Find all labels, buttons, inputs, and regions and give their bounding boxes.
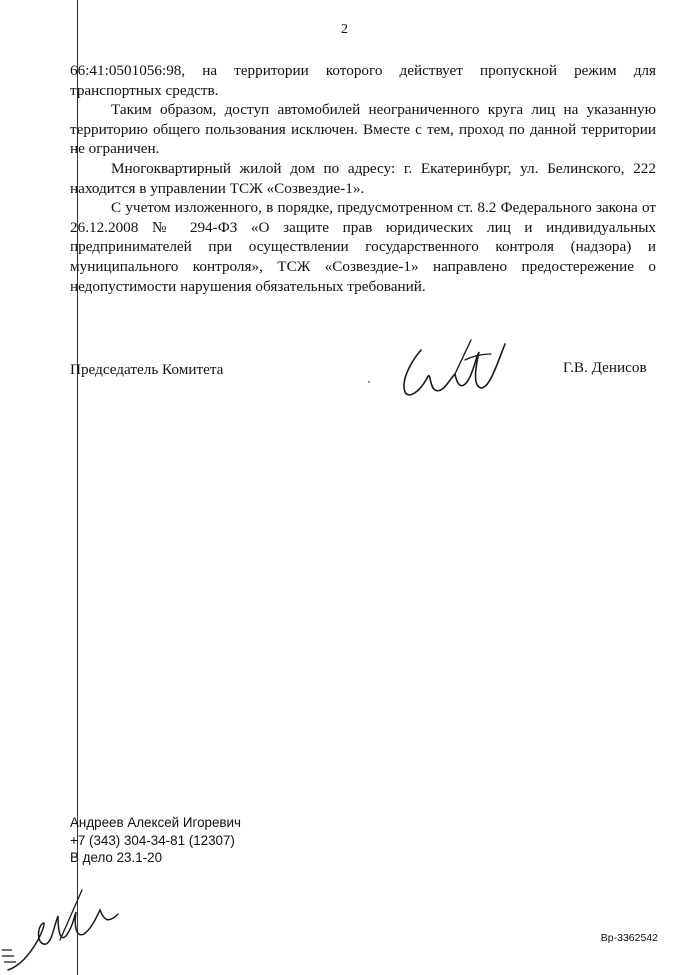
signatory-name: Г.В. Денисов — [563, 359, 647, 376]
signatory-title: Председатель Комитета — [70, 361, 224, 378]
scan-speck — [368, 381, 370, 383]
letter-body — [70, 61, 656, 296]
handwritten-signature — [395, 330, 515, 410]
executor-block — [70, 814, 241, 867]
executor-name: Андреев Алексей Игоревич — [70, 815, 241, 830]
paragraph-1: 66:41:0501056:98, на территории которого действует пропускной режим для транспортных средств. — [70, 62, 656, 99]
executor-file-note: В дело 23.1-20 — [70, 850, 163, 865]
executor-phone: +7 (343) 304-34-81 (12307) — [70, 832, 235, 848]
approval-initials — [0, 880, 125, 975]
paragraph-4: С учетом изложенного, в порядке, предусмотренном ст. 8.2 Федерального закона от 26.12.2008 № 294-ФЗ «О защите прав юридических лиц и индивидуальных предпринимателей при осуществлении государственного контроля (надзора) и муниципального контроля», ТСЖ «Созвездие-1» направлено предостережение о недопустимости нарушения обязательных требований. — [70, 199, 656, 295]
page-number: 2 — [341, 22, 348, 37]
paragraph-2: Таким образом, доступ автомобилей неограниченного круга лиц на указанную территорию общего пользования исключен. Вместе с тем, проход по данной территории не ограничен. — [70, 101, 656, 158]
document-id: Вр-3362542 — [600, 932, 658, 944]
paragraph-3: Многоквартирный жилой дом по адресу: г. Екатеринбург, ул. Белинского, 222 находится в управлении ТСЖ «Созвездие-1». — [70, 159, 656, 197]
